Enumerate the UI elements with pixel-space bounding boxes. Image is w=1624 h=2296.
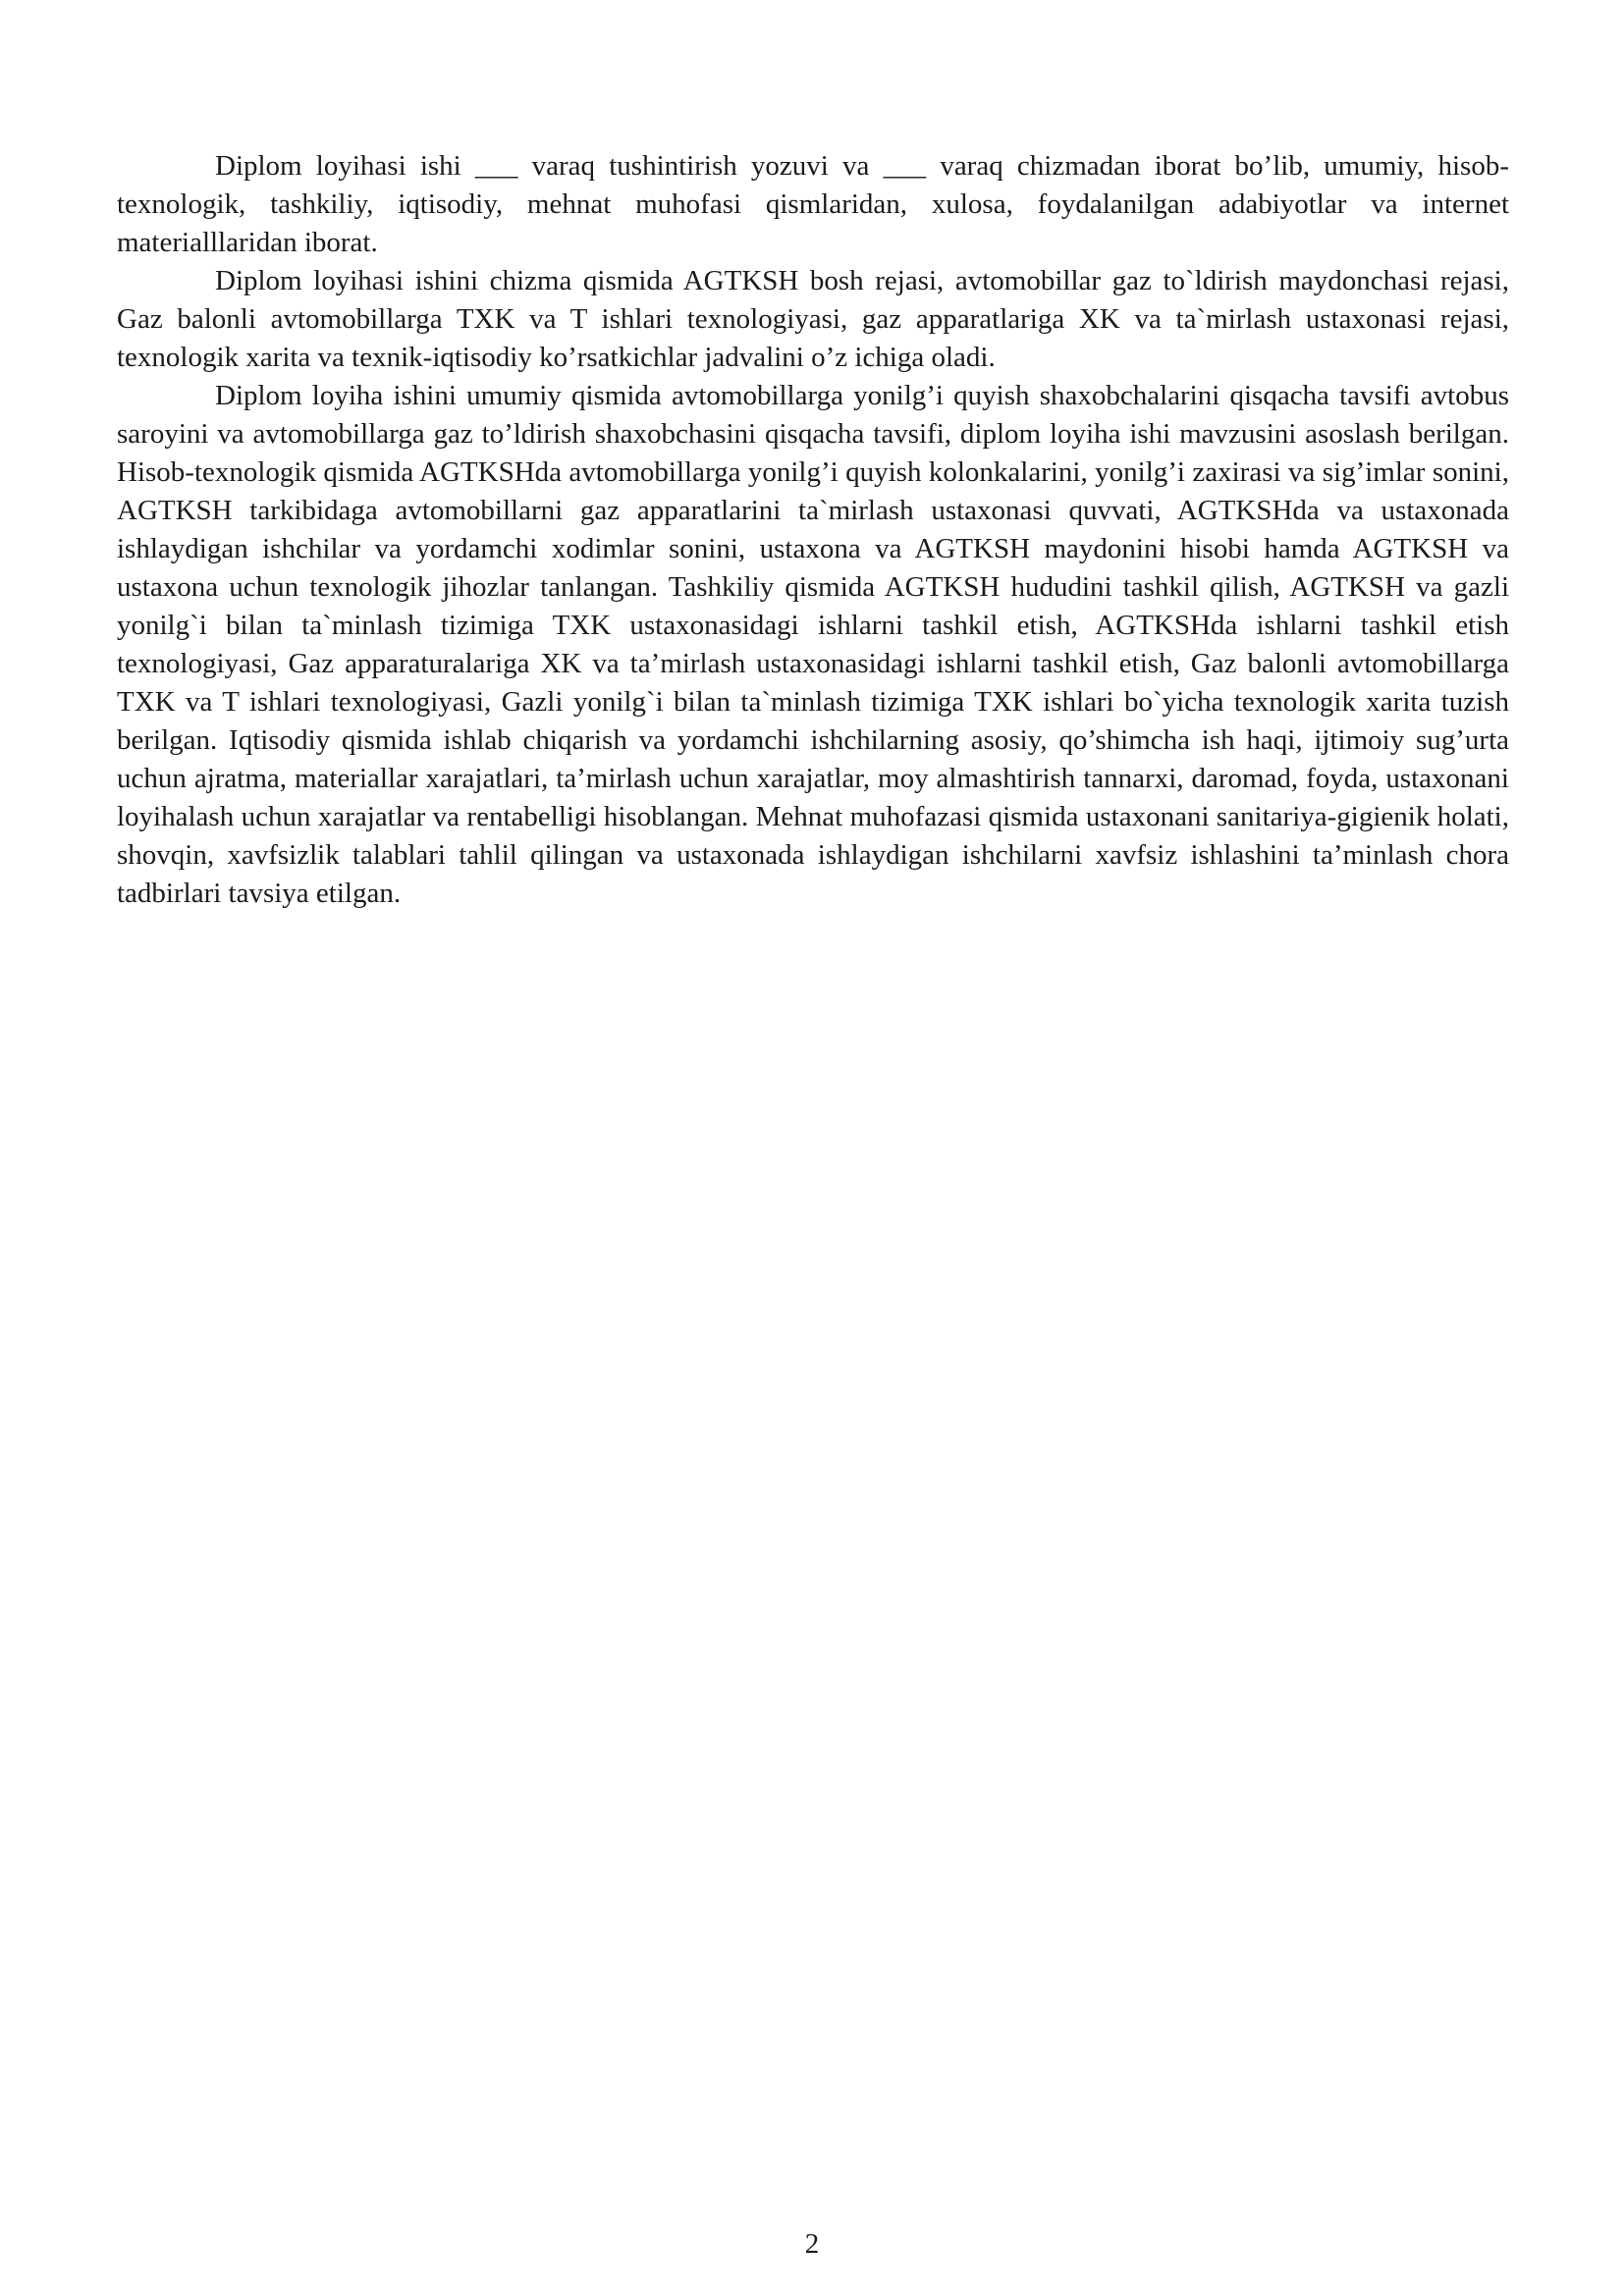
paragraph-contents: Diplom loyiha ishini umumiy qismida avtomobillarga yonilg’i quyish shaxobchalarini qisqacha tavsifi avtobus saroyini va avtomobillarga gaz to’ldirish shaxobchasini qisqacha tavsifi, diplom loyiha ishi mavzusini asoslash berilgan. Hisob-texnologik qismida AGTKSHda avtomobillarga yonilg’i quyish kolonkalarini, yonilg’i zaxirasi va sig’imlar sonini, AGTKSH tarkibidaga avtomobillarni gaz apparatlarini ta`mirlash ustaxonasi quvvati, AGTKSHda va ustaxonada ishlaydigan ishchilar va yordamchi xodimlar sonini, ustaxona va AGTKSH maydonini hisobi hamda AGTKSH va ustaxona uchun texnologik jihozlar tanlangan. Tashkiliy qismida AGTKSH hududini tashkil qilish, AGTKSH va gazli yonilg`i bilan ta`minlash tizimiga TXK ustaxonasidagi ishlarni tashkil etish, AGTKSHda ishlarni tashkil etish texnologiyasi, Gaz apparaturalariga XK va ta’mirlash ustaxonasidagi ishlarni tashkil etish, Gaz balonli avtomobillarga TXK va T ishlari texnologiyasi, Gazli yonilg`i bilan ta`minlash tizimiga TXK ishlari bo`yicha texnologik xarita tuzish berilgan. Iqtisodiy qismida ishlab chiqarish va yordamchi ishchilarning asosiy, qo’shimcha ish haqi, ijtimoiy sug’urta uchun ajratma, materiallar xarajatlari, ta’mirlash uchun xarajatlar, moy almashtirish tannarxi, daromad, foyda, ustaxonani loyihalash uchun xarajatlar va rentabelligi hisoblangan. Mehnat muhofazasi qismida ustaxonani sanitariya-gigienik holati, shovqin, xavfsizlik talablari tahlil qilingan va ustaxonada ishlaydigan ishchilarni xavfsiz ishlashini ta’minlash chora tadbirlari tavsiya etilgan.: [117, 380, 1509, 909]
paragraph-summary: Diplom loyihasi ishi ___ varaq tushintirish yozuvi va ___ varaq chizmadan iborat bo’lib, umumiy, hisob-texnologik, tashkiliy, iqtisodiy, mehnat muhofasi qismlaridan, xulosa, foydalanilgan adabiyotlar va internet materialllaridan iborat.: [117, 150, 1509, 258]
page-number: 2: [804, 2228, 820, 2260]
paragraph-drawings: Diplom loyihasi ishini chizma qismida AGTKSH bosh rejasi, avtomobillar gaz to`ldirish maydonchasi rejasi, Gaz balonli avtomobillarga TXK va T ishlari texnologiyasi, gaz apparatlariga XK va ta`mirlash ustaxonasi rejasi, texnologik xarita va texnik-iqtisodiy ko’rsatkichlar jadvalini o’z ichiga oladi.: [117, 265, 1509, 373]
body-text: [117, 147, 1509, 913]
